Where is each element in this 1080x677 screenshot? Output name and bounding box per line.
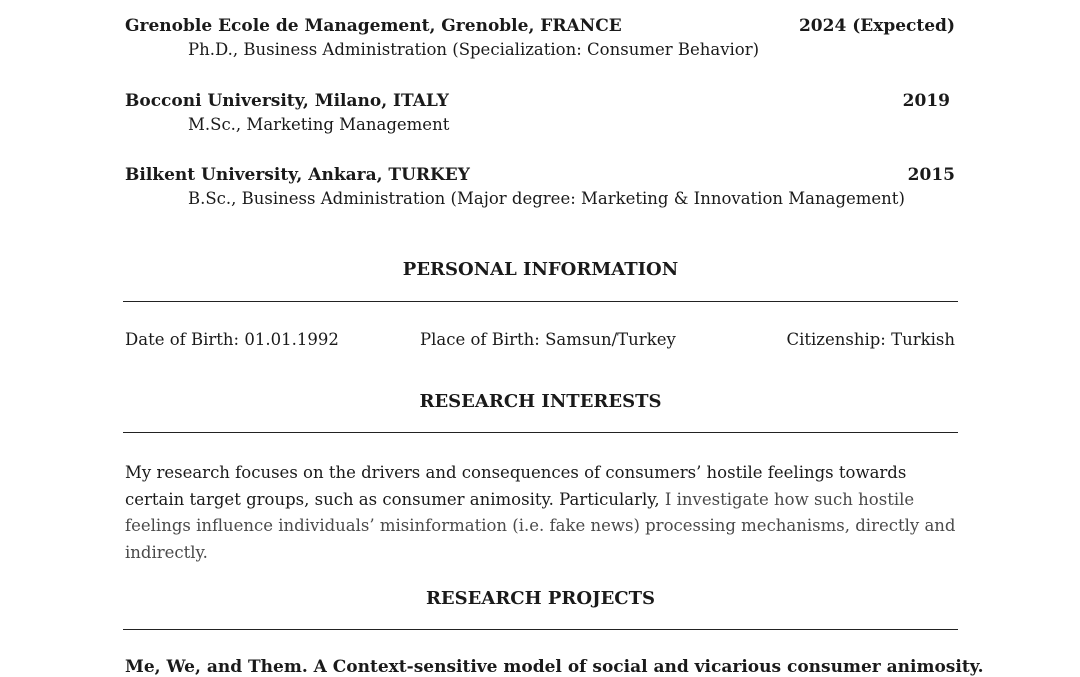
place-of-birth: Place of Birth: Samsun/Turkey bbox=[420, 330, 676, 349]
institution-name: Grenoble Ecole de Management, Grenoble, FRANCE bbox=[125, 16, 622, 36]
citizenship: Citizenship: Turkish bbox=[786, 330, 955, 349]
section-divider bbox=[123, 432, 958, 433]
project-title: Me, We, and Them. A Context-sensitive model of social and vicarious consumer animosity. bbox=[125, 657, 984, 677]
section-heading-interests: RESEARCH INTERESTS bbox=[419, 391, 662, 412]
date-of-birth: Date of Birth: 01.01.1992 bbox=[125, 330, 339, 349]
section-divider bbox=[123, 629, 958, 630]
interests-text-part2: I investigate how such hostile feelings influence individuals’ misinformation (i.e. fake news) processing mechanisms, directly and indirectly. bbox=[125, 489, 956, 562]
education-year: 2015 bbox=[907, 165, 955, 185]
research-interests-text bbox=[125, 460, 960, 566]
section-heading-personal: PERSONAL INFORMATION bbox=[402, 259, 679, 280]
institution-name: Bilkent University, Ankara, TURKEY bbox=[125, 165, 470, 185]
section-divider bbox=[123, 301, 958, 302]
education-entry bbox=[125, 165, 955, 208]
interests-text-part1: My research focuses on the drivers and consequences of consumers’ hostile feelings towards certain target groups, such as consumer animosity. Particularly, bbox=[125, 463, 907, 509]
education-entry bbox=[125, 16, 955, 59]
degree-name: Ph.D., Business Administration (Specialization: Consumer Behavior) bbox=[188, 40, 760, 59]
education-year: 2024 (Expected) bbox=[798, 16, 955, 36]
degree-name: M.Sc., Marketing Management bbox=[188, 115, 450, 134]
education-year: 2019 bbox=[902, 91, 950, 111]
degree-name: B.Sc., Business Administration (Major degree: Marketing & Innovation Management) bbox=[188, 189, 905, 208]
education-entry bbox=[125, 91, 955, 134]
section-heading-projects: RESEARCH PROJECTS bbox=[425, 588, 656, 609]
institution-name: Bocconi University, Milano, ITALY bbox=[125, 91, 449, 111]
personal-info-row bbox=[125, 330, 955, 354]
